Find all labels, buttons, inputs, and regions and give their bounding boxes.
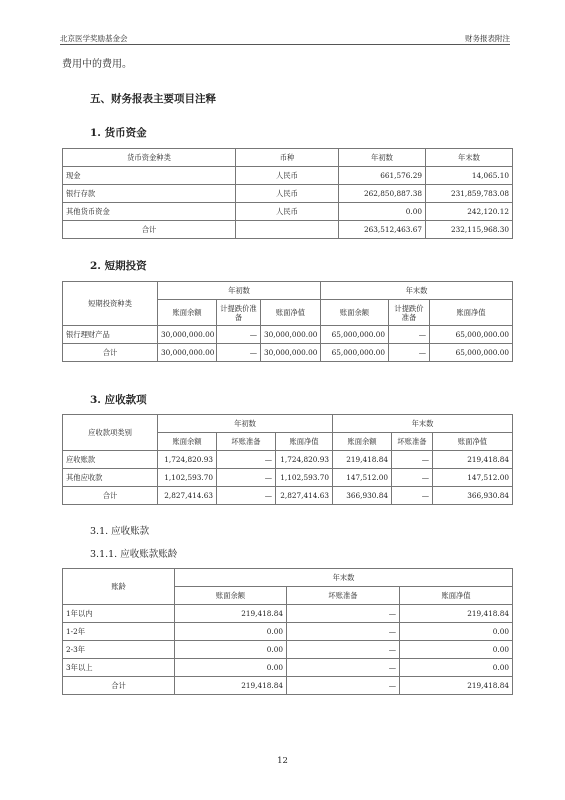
table-cell: 合计 <box>63 677 175 695</box>
header-cell: 年末数 <box>175 569 513 587</box>
header-cell: 坏账准备 <box>217 433 276 451</box>
table-cell: 366,930.84 <box>333 487 392 505</box>
table-cell: 147,512.00 <box>433 469 513 487</box>
table-cell: — <box>392 487 433 505</box>
table-cell: 其他应收款 <box>63 469 158 487</box>
table-header-row <box>63 415 513 433</box>
table-cell: — <box>287 659 400 677</box>
table-header-row <box>63 282 513 300</box>
table-cell <box>236 221 339 239</box>
header-cell: 账龄 <box>63 569 175 605</box>
header-cell: 账面净值 <box>261 300 321 326</box>
table-cell: 1,102,593.70 <box>158 469 217 487</box>
table-cell: 232,115,968.30 <box>426 221 513 239</box>
subsection-title: 3.1. 应收账款 <box>90 526 150 537</box>
header-cell: 坏账准备 <box>392 433 433 451</box>
table-row <box>63 185 513 203</box>
table-cell: 0.00 <box>400 623 513 641</box>
receivables-aging-table <box>62 568 513 695</box>
table-cell: 219,418.84 <box>433 451 513 469</box>
header-cell: 币种 <box>236 149 339 167</box>
table-cell: — <box>217 487 276 505</box>
table-cell: 2-3年 <box>63 641 175 659</box>
table-cell: 2,827,414.63 <box>158 487 217 505</box>
table-row <box>63 203 513 221</box>
header-cell: 账面净值 <box>400 587 513 605</box>
table-cell: 30,000,000.00 <box>261 326 321 344</box>
intro-text: 费用中的费用。 <box>62 59 132 70</box>
table-cell: — <box>217 344 261 362</box>
table-cell: 219,418.84 <box>400 605 513 623</box>
table-cell: — <box>217 451 276 469</box>
subsection-title: 3.1.1. 应收账款账龄 <box>90 549 178 560</box>
header-cell: 坏账准备 <box>287 587 400 605</box>
header-cell: 年初数 <box>158 282 321 300</box>
section-title: 五、财务报表主要项目注释 <box>90 93 216 105</box>
table-cell: — <box>287 641 400 659</box>
table-cell: — <box>287 605 400 623</box>
table-cell: 银行理财产品 <box>63 326 158 344</box>
header-cell: 年末数 <box>321 282 513 300</box>
table-cell: 262,850,887.38 <box>339 185 426 203</box>
short-term-investment-table <box>62 281 513 362</box>
header-cell: 账面余额 <box>321 300 389 326</box>
table-cell: 30,000,000.00 <box>158 326 217 344</box>
table-cell: 2,827,414.63 <box>276 487 333 505</box>
table-cell: 0.00 <box>175 641 287 659</box>
monetary-funds-table <box>62 148 513 239</box>
table-cell: 0.00 <box>339 203 426 221</box>
table-cell: 231,859,783.08 <box>426 185 513 203</box>
table-header-row <box>63 569 513 587</box>
table-cell: 14,065.10 <box>426 167 513 185</box>
table-row <box>63 469 513 487</box>
table-cell: 1,102,593.70 <box>276 469 333 487</box>
header-cell: 账面净值 <box>276 433 333 451</box>
table-row <box>63 605 513 623</box>
table1-title: 1. 货币资金 <box>90 127 147 139</box>
table-cell: 人民币 <box>236 185 339 203</box>
table-cell: 银行存款 <box>63 185 236 203</box>
header-cell: 计提跌价准备 <box>217 300 261 326</box>
table-cell: 0.00 <box>175 623 287 641</box>
receivables-table <box>62 414 513 505</box>
table-cell: 应收账款 <box>63 451 158 469</box>
header-cell: 年末数 <box>333 415 513 433</box>
table-row <box>63 326 513 344</box>
header-cell: 年初数 <box>158 415 333 433</box>
header-cell: 年末数 <box>426 149 513 167</box>
table3-title: 3. 应收款项 <box>90 394 147 406</box>
table2-title: 2. 短期投资 <box>90 260 147 272</box>
table-cell: 现金 <box>63 167 236 185</box>
table-cell: 65,000,000.00 <box>321 326 389 344</box>
table-cell: 219,418.84 <box>333 451 392 469</box>
table-cell: — <box>287 677 400 695</box>
header-cell: 短期投资种类 <box>63 282 158 326</box>
header-cell: 账面净值 <box>430 300 513 326</box>
table-cell: 366,930.84 <box>433 487 513 505</box>
table-cell: 661,576.29 <box>339 167 426 185</box>
table-cell: 0.00 <box>175 659 287 677</box>
table-cell: 65,000,000.00 <box>321 344 389 362</box>
table-cell: 30,000,000.00 <box>158 344 217 362</box>
table-cell: 3年以上 <box>63 659 175 677</box>
page-number: 12 <box>277 756 288 766</box>
table-row <box>63 623 513 641</box>
header-cell: 计提跌价准备 <box>389 300 430 326</box>
table-cell: 65,000,000.00 <box>430 344 513 362</box>
header-cell: 账面余额 <box>333 433 392 451</box>
header-cell: 应收款项类别 <box>63 415 158 451</box>
table-cell: 1年以内 <box>63 605 175 623</box>
table-cell: 0.00 <box>400 659 513 677</box>
table-cell: 1,724,820.93 <box>158 451 217 469</box>
table-cell: 合计 <box>63 487 158 505</box>
table-cell: — <box>217 326 261 344</box>
table-cell: — <box>217 469 276 487</box>
table-total-row <box>63 221 513 239</box>
table-header-row <box>63 149 513 167</box>
table-cell: 219,418.84 <box>175 677 287 695</box>
table-cell: 242,120.12 <box>426 203 513 221</box>
header-cell: 年初数 <box>339 149 426 167</box>
table-cell: 合计 <box>63 344 158 362</box>
table-cell: 1,724,820.93 <box>276 451 333 469</box>
table-cell: 人民币 <box>236 167 339 185</box>
table-cell: 219,418.84 <box>175 605 287 623</box>
table-cell: — <box>389 326 430 344</box>
table-total-row <box>63 677 513 695</box>
table-cell: 0.00 <box>400 641 513 659</box>
table-cell: — <box>287 623 400 641</box>
header-cell: 账面余额 <box>158 433 217 451</box>
table-row <box>63 167 513 185</box>
table-total-row <box>63 487 513 505</box>
table-total-row <box>63 344 513 362</box>
table-cell: — <box>392 451 433 469</box>
header-cell: 账面净值 <box>433 433 513 451</box>
header-cell: 账面余额 <box>175 587 287 605</box>
table-row <box>63 659 513 677</box>
header-cell: 账面余额 <box>158 300 217 326</box>
header-org-name: 北京医学奖励基金会 <box>60 34 128 43</box>
table-cell: 合计 <box>63 221 236 239</box>
table-cell: — <box>389 344 430 362</box>
table-cell: 1-2年 <box>63 623 175 641</box>
table-cell: 65,000,000.00 <box>430 326 513 344</box>
table-cell: 人民币 <box>236 203 339 221</box>
table-cell: 147,512.00 <box>333 469 392 487</box>
header-cell: 货币资金种类 <box>63 149 236 167</box>
table-cell: 263,512,463.67 <box>339 221 426 239</box>
header-doc-title: 财务报表附注 <box>465 34 510 43</box>
table-cell: — <box>392 469 433 487</box>
table-row <box>63 641 513 659</box>
page-header <box>60 30 510 45</box>
table-row <box>63 451 513 469</box>
table-cell: 219,418.84 <box>400 677 513 695</box>
table-cell: 其他货币资金 <box>63 203 236 221</box>
table-cell: 30,000,000.00 <box>261 344 321 362</box>
